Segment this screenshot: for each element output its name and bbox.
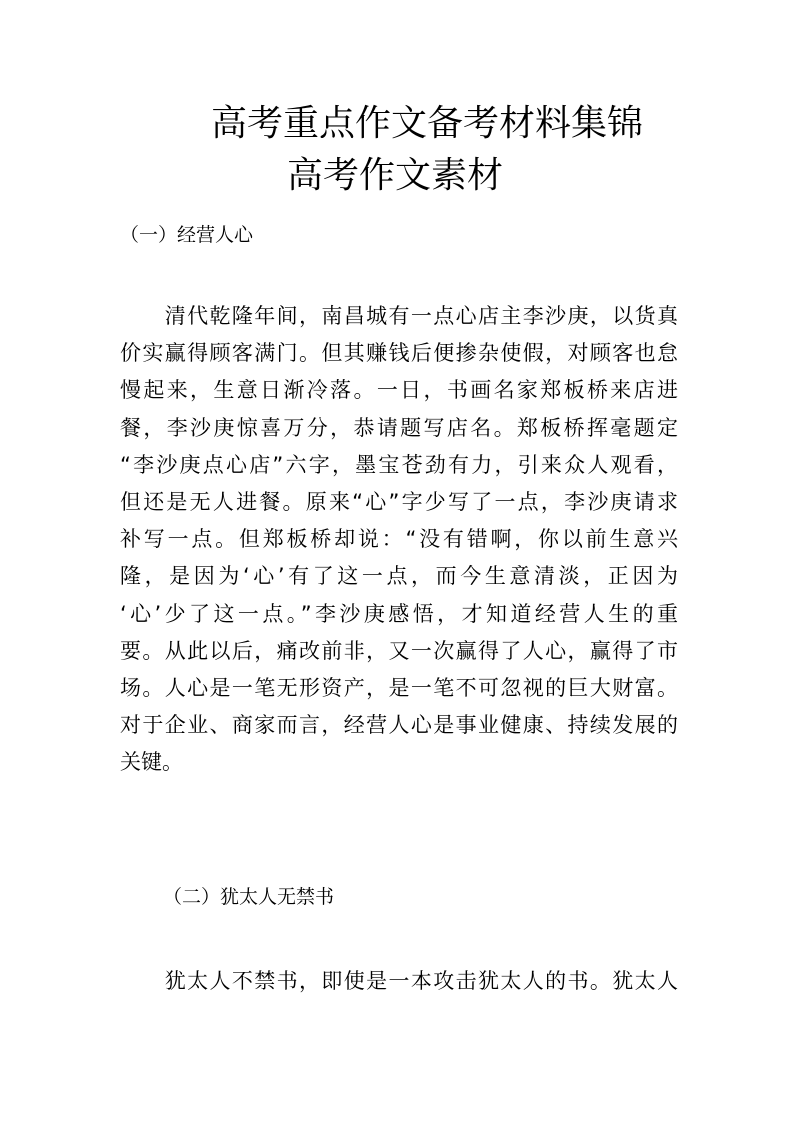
document-title: 高考重点作文备考材料集锦 xyxy=(211,103,644,144)
paragraph-line: 对于企业、商家而言，经营人心是事业健康、持续发展的 xyxy=(120,713,678,738)
paragraph-line: 要。从此以后，痛改前非，又一次赢得了人心，赢得了市 xyxy=(120,638,678,663)
paragraph-line: 犹太人不禁书，即使是一本攻击犹太人的书。犹太人 xyxy=(120,969,678,993)
paragraph-line: 关键。 xyxy=(120,750,183,775)
paragraph-line: 但还是无人进餐。原来“心”字少写了一点，李沙庚请求 xyxy=(120,489,678,514)
section-heading-2: （二）犹太人无禁书 xyxy=(163,886,335,908)
paragraph-line: “李沙庚点心店”六字，墨宝苍劲有力，引来众人观看， xyxy=(120,452,678,477)
section-1-paragraph xyxy=(120,298,678,781)
paragraph-line: 清代乾隆年间，南昌城有一点心店主李沙庚，以货真 xyxy=(120,304,678,328)
paragraph-line: 餐，李沙庚惊喜万分，恭请题写店名。郑板桥挥毫题定 xyxy=(120,415,678,440)
document-subtitle: 高考作文素材 xyxy=(287,155,504,196)
section-2-paragraph xyxy=(120,963,678,1000)
paragraph-line: 补写一点。但郑板桥却说：“没有错啊，你以前生意兴 xyxy=(120,527,678,552)
section-heading-1: （一）经营人心 xyxy=(120,224,254,246)
paragraph-line: 慢起来，生意日渐冷落。一日，书画名家郑板桥来店进 xyxy=(120,378,678,403)
paragraph-line: 隆，是因为‘心’有了这一点，而今生意清淡，正因为 xyxy=(120,564,678,589)
paragraph-line: 价实赢得顾客满门。但其赚钱后便掺杂使假，对顾客也怠 xyxy=(120,341,678,366)
paragraph-line: ‘心’少了这一点。”李沙庚感悟，才知道经营人生的重 xyxy=(120,601,678,626)
paragraph-line: 场。人心是一笔无形资产，是一笔不可忽视的巨大财富。 xyxy=(120,675,678,700)
